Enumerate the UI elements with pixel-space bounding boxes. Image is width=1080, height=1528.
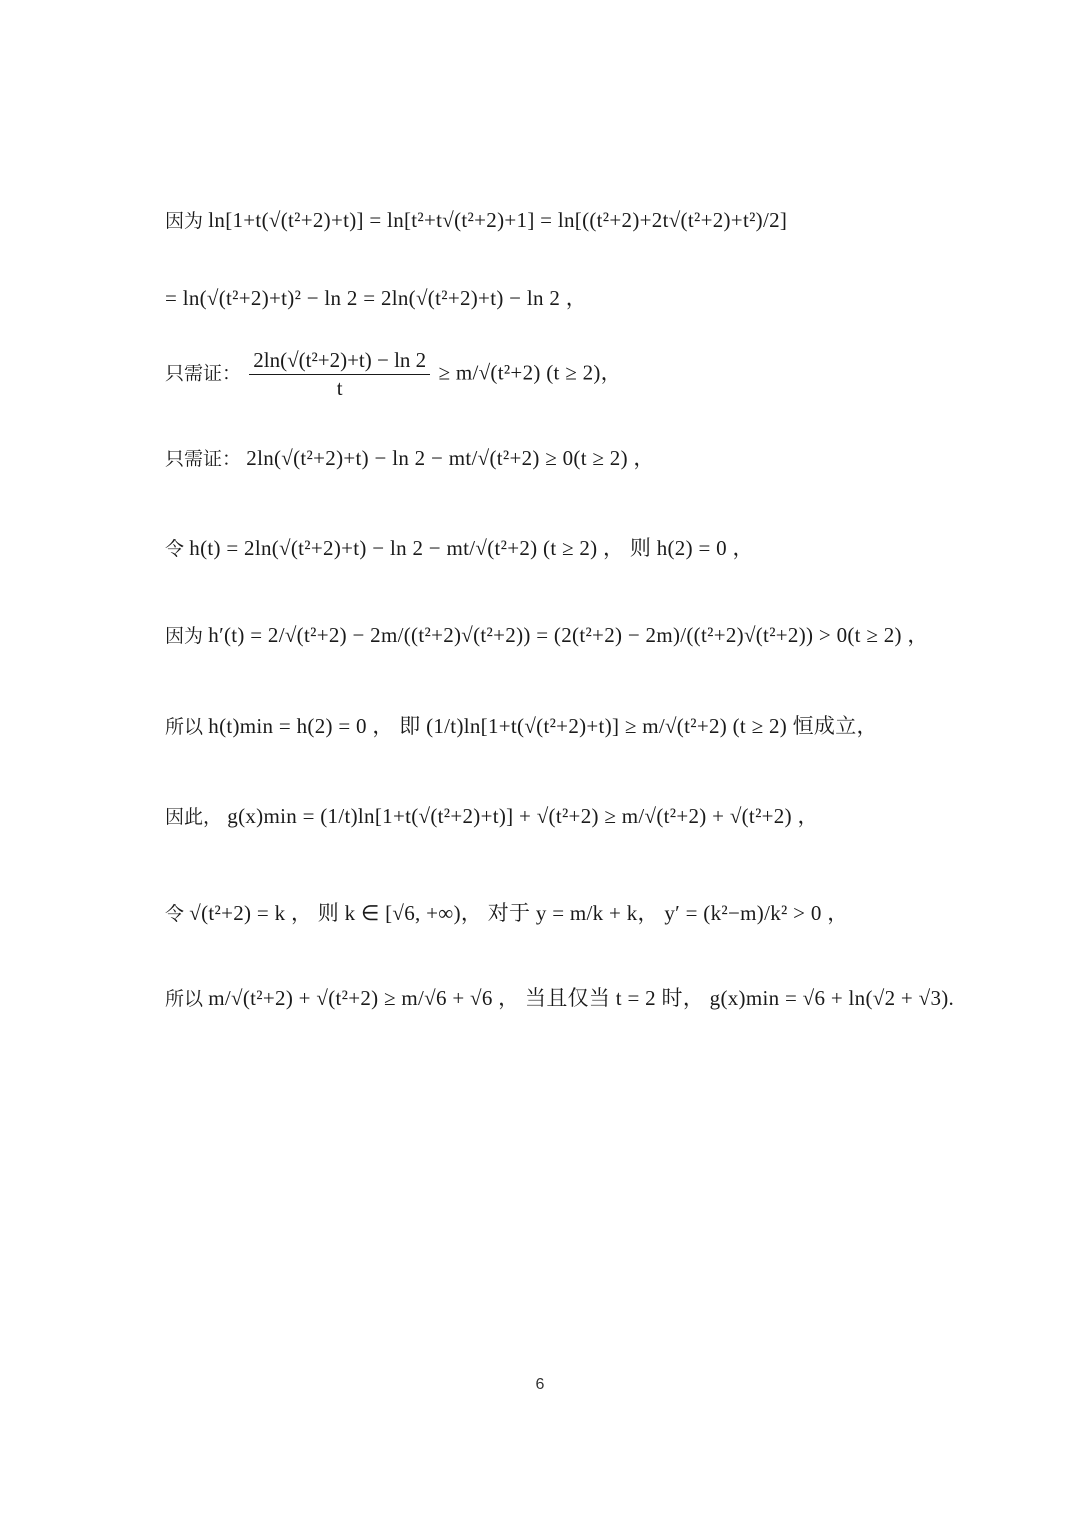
line-10 bbox=[165, 988, 960, 1009]
line-5 bbox=[165, 538, 960, 559]
line-label: 因此， bbox=[165, 806, 223, 828]
line-label: 只需证： bbox=[165, 448, 242, 470]
line-label: 令 bbox=[165, 903, 185, 925]
fraction-denominator: t bbox=[336, 376, 343, 400]
math-expression: m/√(t²+2) + √(t²+2) ≥ m/√6 + √6 ， 当且仅当 t = 2 时， g(x)min = √6 + ln(√2 + √3). bbox=[208, 986, 955, 1010]
math-expression: ≥ m/√(t²+2) (t ≥ 2)， bbox=[438, 360, 622, 385]
line-label: 令 bbox=[165, 538, 185, 560]
line-1 bbox=[165, 210, 960, 231]
line-6 bbox=[165, 625, 960, 646]
line-7 bbox=[165, 716, 960, 737]
line-4 bbox=[165, 448, 960, 469]
math-expression: h′(t) = 2/√(t²+2) − 2m/((t²+2)√(t²+2)) = (2(t²+2) − 2m)/((t²+2)√(t²+2)) > 0(t ≥ 2) ， bbox=[208, 623, 929, 647]
fraction bbox=[249, 350, 430, 399]
math-expression: ln[1+t(√(t²+2)+t)] = ln[t²+t√(t²+2)+1] = ln[((t²+2)+2t√(t²+2)+t²)/2] bbox=[208, 208, 788, 232]
math-expression: = ln(√(t²+2)+t)² − ln 2 = 2ln(√(t²+2)+t) − ln 2 ， bbox=[165, 286, 588, 310]
math-expression: h(t)min = h(2) = 0 ， 即 (1/t)ln[1+t(√(t²+2)+t)] ≥ m/√(t²+2) (t ≥ 2) 恒成立， bbox=[208, 714, 878, 738]
fraction-numerator: 2ln(√(t²+2)+t) − ln 2 bbox=[249, 350, 430, 375]
math-expression: g(x)min = (1/t)ln[1+t(√(t²+2)+t)] + √(t²+2) ≥ m/√(t²+2) + √(t²+2) ， bbox=[227, 804, 819, 828]
math-expression: h(t) = 2ln(√(t²+2)+t) − ln 2 − mt/√(t²+2) (t ≥ 2) ， 则 h(2) = 0 ， bbox=[189, 536, 754, 560]
math-expression: 2ln(√(t²+2)+t) − ln 2 − mt/√(t²+2) ≥ 0(t ≥ 2) ， bbox=[246, 446, 655, 470]
line-label: 只需证： bbox=[165, 362, 242, 385]
line-3 bbox=[165, 350, 960, 399]
line-label: 所以 bbox=[165, 988, 204, 1010]
math-expression: √(t²+2) = k ， 则 k ∈ [√6, +∞)， 对于 y = m/k + k， y′ = (k²−m)/k² > 0 ， bbox=[189, 901, 849, 925]
line-9 bbox=[165, 903, 960, 924]
line-label: 因为 bbox=[165, 210, 204, 232]
line-2 bbox=[165, 288, 960, 309]
line-8 bbox=[165, 806, 960, 827]
line-label: 因为 bbox=[165, 625, 204, 647]
page-number: 6 bbox=[535, 1376, 545, 1393]
line-label: 所以 bbox=[165, 716, 204, 738]
